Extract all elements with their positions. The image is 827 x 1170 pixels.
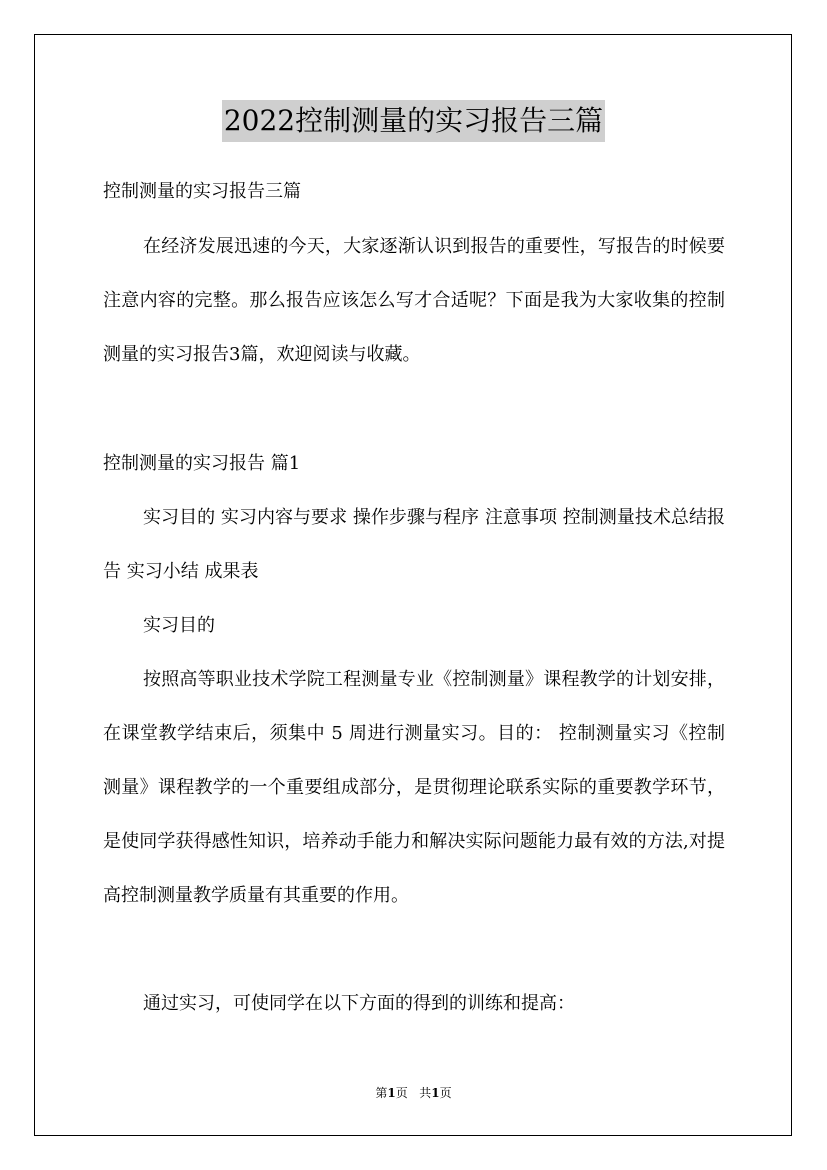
page-footer (0, 1085, 827, 1101)
toc-line: 实习目的 实习内容与要求 操作步骤与程序 注意事项 控制测量技术总结报告 实习小结 成果表 (103, 507, 725, 582)
footer-total-suffix: 页 (439, 1086, 452, 1100)
footer-page-number: 1 (387, 1086, 396, 1100)
document-title: 2022控制测量的实习报告三篇 (222, 100, 605, 142)
purpose-subheading: 实习目的 (143, 615, 215, 636)
footer-total-prefix: 共 (419, 1086, 432, 1100)
document-subtitle: 控制测量的实习报告三篇 (103, 181, 301, 202)
title-container (0, 100, 827, 142)
footer-total-pages: 1 (431, 1086, 440, 1100)
section-heading: 控制测量的实习报告 篇1 (103, 453, 301, 474)
footer-page-suffix: 页 (395, 1086, 408, 1100)
purpose-paragraph: 按照高等职业技术学院工程测量专业《控制测量》课程教学的计划安排，在课堂教学结束后，须集中 5 周进行测量实习。目的： 控制测量实习《控制测量》课程教学的一个重要组成部分，是贯彻理论联系实际的重要教学环节，是使同学获得感性知识，培养动手能力和解决实际问题能力最有效的方法,对提 高控制测量教学质量有其重要的作用。 (103, 669, 725, 906)
training-paragraph: 通过实习，可使同学在以下方面的得到的训练和提高： (143, 993, 575, 1014)
intro-paragraph: 在经济发展迅速的今天，大家逐渐认识到报告的重要性，写报告的时候要注意内容的完整。那么报告应该怎么写才合适呢？下面是我为大家收集的控制测量的实习报告3篇，欢迎阅读与收藏。 (103, 236, 725, 365)
footer-page-prefix: 第 (375, 1086, 388, 1100)
